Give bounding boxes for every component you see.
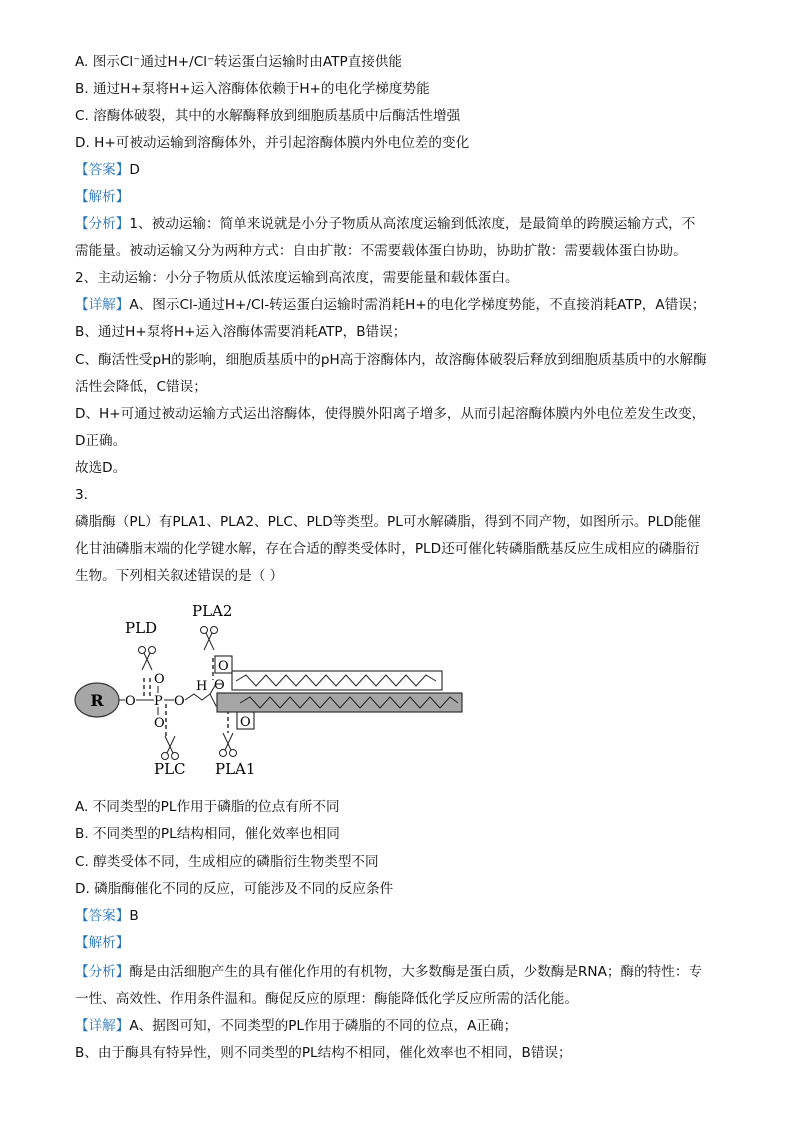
q2-answer [75, 160, 725, 180]
answer-tag: 【答案】 [75, 162, 130, 178]
glycerol-backbone [185, 694, 210, 700]
q3-number: 3. [75, 487, 88, 503]
scissors-icon [220, 733, 237, 757]
pla1-label: PLA1 [215, 760, 256, 778]
o-label: O [154, 716, 165, 731]
q3-option-c: C. 醇类受体不同，生成相应的磷脂衍生物类型不同 [75, 854, 379, 870]
q3-xiangjie-line: 【详解】A、据图可知，不同类型的PL作用于磷脂的不同的位点，A正确； [75, 1018, 518, 1034]
o-label: O [125, 694, 136, 709]
o-label: O [240, 715, 251, 730]
xiangjie-tag: 【详解】 [75, 1018, 130, 1034]
q3-stem-line: 生物。下列相关叙述错误的是（ ） [75, 568, 284, 584]
answer-value: B [129, 908, 139, 924]
q2-fenxi-line: 需能量。被动运输又分为两种方式：自由扩散：不需要载体蛋白协助，协助扩散：需要载体蛋白协助。 [75, 243, 687, 259]
xiangjie-tag: 【详解】 [75, 297, 130, 313]
q2-option-d: D. H+可被动运输到溶酶体外，并引起溶酶体膜内外电位差的变化 [75, 135, 470, 151]
q2-xiangjie-line: D正确。 [75, 433, 127, 449]
o-label: O [174, 694, 185, 709]
q2-fenxi-line: 【分析】1、被动运输：简单来说就是小分子物质从高浓度运输到低浓度，是最简单的跨膜运输方式，不 [75, 216, 696, 232]
q2-xiangjie-line: 故选D。 [75, 460, 127, 476]
q3-option-d: D. 磷脂酶催化不同的反应，可能涉及不同的反应条件 [75, 881, 394, 897]
q2-xiangjie-line: D、H+可通过被动运输方式运出溶酶体，使得膜外阳离子增多，从而引起溶酶体膜内外电位差发生改变， [75, 406, 706, 422]
q2-xiangjie-line: 活性会降低，C错误； [75, 379, 207, 395]
q2-xiangjie-line: C、酶活性受pH的影响，细胞质基质中的pH高于溶酶体内，故溶酶体破裂后释放到细胞质基质中的水解酶 [75, 352, 707, 368]
q3-option-b: B. 不同类型的PL结构相同，催化效率也相同 [75, 826, 340, 842]
pla2-label: PLA2 [192, 602, 233, 620]
fenxi-tag: 【分析】 [75, 216, 130, 232]
q2-xiangjie-line: 【详解】A、图示Cl-通过H+/Cl-转运蛋白运输时需消耗H+的电化学梯度势能，不直接消耗ATP，A错误； [75, 297, 706, 313]
q3-analysis-tag: 【解析】 [75, 935, 130, 951]
q3-fenxi-line: 一性、高效性、作用条件温和。酶促反应的原理：酶能降低化学反应所需的活化能。 [75, 991, 578, 1007]
fenxi-tag: 【分析】 [75, 964, 130, 980]
q3-option-a: A. 不同类型的PL作用于磷脂的位点有所不同 [75, 799, 340, 815]
q3-xiangjie-line: B、由于酶具有特异性，则不同类型的PL结构不相同，催化效率也不相同，B错误； [75, 1045, 572, 1061]
h-label: H [196, 679, 208, 694]
q2-analysis-tag: 【解析】 [75, 189, 130, 205]
q3-answer [75, 906, 725, 926]
pld-label: PLD [125, 619, 158, 637]
q3-stem-line: 磷脂酶（PL）有PLA1、PLA2、PLC、PLD等类型。PL可水解磷脂，得到不同产物，如图所示。PLD能催 [75, 514, 701, 530]
q2-option-c: C. 溶酶体破裂，其中的水解酶释放到细胞质基质中后酶活性增强 [75, 108, 461, 124]
scissors-icon [139, 647, 156, 671]
q3-stem-line: 化甘油磷脂末端的化学键水解，存在合适的醇类受体时，PLD还可催化转磷脂酰基反应生成相应的磷脂衍 [75, 541, 700, 557]
q2-xiangjie-line: B、通过H+泵将H+运入溶酶体需要消耗ATP，B错误； [75, 324, 407, 340]
answer-value: D [129, 162, 140, 178]
q2-option-b: B. 通过H+泵将H+运入溶酶体依赖于H+的电化学梯度势能 [75, 81, 430, 97]
o-label: O [214, 678, 225, 693]
scissors-icon [201, 627, 218, 651]
answer-tag: 【答案】 [75, 908, 130, 924]
q2-option-a: A. 图示Cl⁻通过H+/Cl⁻转运蛋白运输时由ATP直接供能 [75, 54, 403, 70]
p-label: P [154, 694, 163, 709]
o-label: O [154, 672, 165, 687]
q3-fenxi-line: 【分析】酶是由活细胞产生的具有催化作用的有机物，大多数酶是蛋白质，少数酶是RNA；酶的特性：专 [75, 964, 703, 980]
plc-label: PLC [154, 760, 186, 778]
phospholipid-figure [70, 598, 480, 788]
o-label: O [218, 659, 229, 674]
scissors-icon [162, 736, 179, 760]
r-label: R [90, 691, 104, 710]
q2-fenxi-line: 2、主动运输：小分子物质从低浓度运输到高浓度，需要能量和载体蛋白。 [75, 270, 519, 286]
